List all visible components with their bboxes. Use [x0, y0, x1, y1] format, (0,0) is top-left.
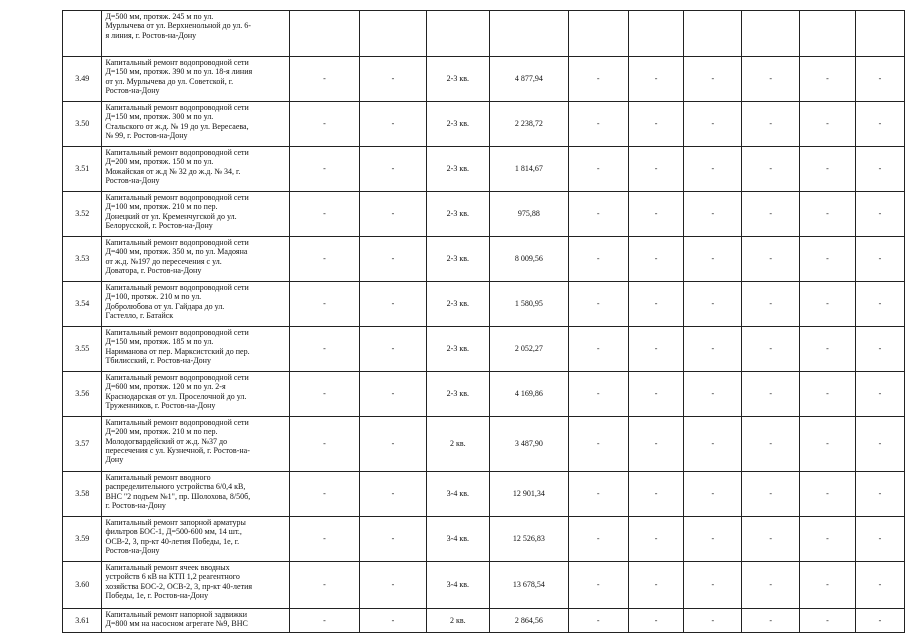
amount-cell: 1 814,67: [489, 147, 568, 192]
value-cell: -: [800, 562, 856, 609]
value-cell: -: [742, 192, 800, 237]
row-number-cell: 3.55: [63, 327, 102, 372]
value-cell: -: [568, 562, 628, 609]
description-line: № 99, г. Ростов-на-Дону: [105, 130, 188, 140]
value-cell: [628, 11, 684, 57]
description-line: Стальского от ж.д. № 19 до ул. Вересаева,: [105, 121, 249, 131]
value-cell: -: [360, 609, 427, 633]
description-line: Труженников, г. Ростов-на-Дону: [105, 400, 216, 410]
value-cell: -: [855, 562, 904, 609]
description-line: Д=100, протяж. 210 м по ул.: [105, 292, 202, 302]
value-cell: -: [289, 609, 360, 633]
value-cell: -: [742, 609, 800, 633]
description-line: Молодогвардейский от ж.д. №37 до: [105, 436, 228, 446]
value-cell: -: [289, 102, 360, 147]
description-line: Можайская от ж.д № 32 до ж.д. № 34, г.: [105, 166, 241, 176]
value-cell: -: [800, 237, 856, 282]
value-cell: -: [628, 57, 684, 102]
value-cell: [360, 11, 427, 57]
value-cell: -: [855, 517, 904, 562]
description-line: Капитальный ремонт водопроводной сети: [105, 328, 249, 337]
value-cell: -: [855, 237, 904, 282]
value-cell: -: [742, 517, 800, 562]
value-cell: -: [568, 282, 628, 327]
value-cell: -: [800, 102, 856, 147]
table-row: [63, 609, 905, 633]
value-cell: -: [289, 192, 360, 237]
description-line: Д=100 мм, протяж. 210 м по пер.: [105, 202, 218, 212]
row-number-cell: [63, 11, 102, 57]
description-line: Краснодарская от ул. Проселочной до ул.: [105, 391, 247, 401]
row-number-cell: 3.59: [63, 517, 102, 562]
value-cell: -: [800, 57, 856, 102]
row-number-cell: 3.61: [63, 609, 102, 633]
period-cell: 2-3 кв.: [426, 282, 489, 327]
value-cell: [289, 11, 360, 57]
value-cell: -: [855, 192, 904, 237]
description-line: Донецкий от ул. Кременчугской до ул.: [105, 211, 237, 221]
value-cell: -: [289, 562, 360, 609]
description-line: г. Ростов-на-Дону: [105, 500, 166, 510]
value-cell: -: [800, 517, 856, 562]
value-cell: -: [800, 147, 856, 192]
description-cell: [102, 372, 289, 417]
row-number-cell: 3.56: [63, 372, 102, 417]
description-line: Гастелло, г. Батайск: [105, 310, 174, 320]
value-cell: -: [742, 327, 800, 372]
amount-cell: 3 487,90: [489, 417, 568, 472]
description-line: ВНС "2 подъем №1", пр. Шолохова, 8/50б,: [105, 491, 251, 501]
row-number-cell: 3.50: [63, 102, 102, 147]
value-cell: -: [684, 609, 742, 633]
value-cell: -: [855, 609, 904, 633]
value-cell: -: [628, 282, 684, 327]
description-cell: [102, 609, 289, 633]
value-cell: -: [568, 237, 628, 282]
value-cell: -: [628, 192, 684, 237]
row-number-cell: 3.58: [63, 472, 102, 517]
table-row: [63, 147, 905, 192]
value-cell: -: [800, 327, 856, 372]
value-cell: -: [568, 57, 628, 102]
value-cell: -: [684, 147, 742, 192]
row-number-cell: 3.53: [63, 237, 102, 282]
value-cell: -: [742, 57, 800, 102]
description-line: Ростов-на-Дону: [105, 175, 160, 185]
amount-cell: 975,88: [489, 192, 568, 237]
amount-cell: 2 864,56: [489, 609, 568, 633]
value-cell: -: [360, 57, 427, 102]
table-row: [63, 57, 905, 102]
value-cell: -: [628, 237, 684, 282]
value-cell: -: [568, 609, 628, 633]
value-cell: -: [289, 472, 360, 517]
value-cell: -: [360, 517, 427, 562]
description-line: от ж.д. №197 до пересечения с ул.: [105, 256, 222, 266]
value-cell: -: [855, 57, 904, 102]
description-line: Добролюбова от ул. Гайдара до ул.: [105, 301, 225, 311]
value-cell: -: [289, 517, 360, 562]
value-cell: -: [684, 562, 742, 609]
description-line: Нариманова от пер. Марксистский до пер.: [105, 346, 250, 356]
value-cell: -: [568, 147, 628, 192]
description-line: Капитальный ремонт водопроводной сети: [105, 103, 249, 112]
value-cell: -: [628, 609, 684, 633]
description-line: Капитальный ремонт водопроводной сети: [105, 238, 249, 247]
description-line: Капитальный ремонт водопроводной сети: [105, 58, 249, 67]
value-cell: -: [360, 147, 427, 192]
description-line: Победы, 1е, г. Ростов-на-Дону: [105, 590, 209, 600]
description-line: Капитальный ремонт водопроводной сети: [105, 418, 249, 427]
value-cell: -: [568, 517, 628, 562]
table-row: [63, 192, 905, 237]
value-cell: -: [360, 237, 427, 282]
value-cell: -: [742, 472, 800, 517]
period-cell: 2-3 кв.: [426, 147, 489, 192]
value-cell: -: [628, 372, 684, 417]
description-line: ОСВ-2, 3, пр-кт 40-летия Победы, 1е, г.: [105, 536, 240, 546]
table-row: [63, 102, 905, 147]
value-cell: -: [800, 609, 856, 633]
description-line: Ростов-на-Дону: [105, 85, 160, 95]
description-line: Д=600 мм, протяж. 120 м по ул. 2-я: [105, 382, 226, 392]
row-number-cell: 3.57: [63, 417, 102, 472]
period-cell: 2 кв.: [426, 417, 489, 472]
table-body: [63, 11, 905, 633]
value-cell: -: [742, 237, 800, 282]
description-cell: [102, 102, 289, 147]
amount-cell: 13 678,54: [489, 562, 568, 609]
description-cell: [102, 562, 289, 609]
value-cell: -: [360, 472, 427, 517]
description-line: Капитальный ремонт вводного: [105, 473, 211, 482]
description-line: от ул. Мурлычева до ул. Советской, г.: [105, 76, 234, 86]
description-cell: [102, 11, 289, 57]
table-row: [63, 372, 905, 417]
description-line: Д=200 мм, протяж. 150 м по ул.: [105, 157, 214, 167]
value-cell: [684, 11, 742, 57]
amount-cell: 2 238,72: [489, 102, 568, 147]
value-cell: -: [800, 372, 856, 417]
value-cell: -: [568, 372, 628, 417]
period-cell: 2-3 кв.: [426, 102, 489, 147]
table-row: [63, 417, 905, 472]
value-cell: -: [742, 147, 800, 192]
value-cell: -: [360, 192, 427, 237]
row-number-cell: 3.49: [63, 57, 102, 102]
table-row: [63, 517, 905, 562]
value-cell: -: [360, 562, 427, 609]
table-row: [63, 237, 905, 282]
value-cell: -: [684, 327, 742, 372]
value-cell: -: [289, 237, 360, 282]
amount-cell: 4 877,94: [489, 57, 568, 102]
value-cell: -: [742, 562, 800, 609]
period-cell: 3-4 кв.: [426, 517, 489, 562]
value-cell: -: [289, 372, 360, 417]
row-number-cell: 3.51: [63, 147, 102, 192]
value-cell: -: [289, 327, 360, 372]
description-line: Д=500 мм, протяж. 245 м по ул.: [105, 12, 214, 21]
value-cell: -: [568, 472, 628, 517]
value-cell: -: [289, 57, 360, 102]
period-cell: 2-3 кв.: [426, 327, 489, 372]
description-line: распределительного устройства 6/0,4 кВ,: [105, 482, 246, 492]
value-cell: -: [684, 282, 742, 327]
description-line: устройств 6 кВ на КТП 1,2 реагентного: [105, 572, 240, 582]
value-cell: [742, 11, 800, 57]
period-cell: 2-3 кв.: [426, 372, 489, 417]
description-line: Д=150 мм, протяж. 390 м по ул. 18-я линия: [105, 67, 253, 77]
description-line: Капитальный ремонт водопроводной сети: [105, 193, 249, 202]
table-row: [63, 11, 905, 57]
description-line: Капитальный ремонт ячеек вводных: [105, 563, 230, 572]
value-cell: -: [800, 282, 856, 327]
table-row: [63, 327, 905, 372]
description-cell: [102, 517, 289, 562]
description-line: Дону: [105, 455, 124, 465]
description-line: Д=150 мм, протяж. 300 м по ул.: [105, 112, 214, 122]
value-cell: -: [855, 282, 904, 327]
value-cell: -: [628, 417, 684, 472]
value-cell: -: [289, 282, 360, 327]
value-cell: [855, 11, 904, 57]
period-cell: 3-4 кв.: [426, 472, 489, 517]
period-cell: 2 кв.: [426, 609, 489, 633]
amount-cell: 1 580,95: [489, 282, 568, 327]
value-cell: -: [628, 472, 684, 517]
value-cell: -: [628, 517, 684, 562]
description-cell: [102, 327, 289, 372]
value-cell: -: [360, 102, 427, 147]
amount-cell: 2 052,27: [489, 327, 568, 372]
value-cell: -: [684, 57, 742, 102]
value-cell: -: [360, 417, 427, 472]
description-line: Капитальный ремонт запорной арматуры: [105, 518, 246, 527]
row-number-cell: 3.54: [63, 282, 102, 327]
value-cell: -: [628, 147, 684, 192]
description-cell: [102, 417, 289, 472]
description-cell: [102, 57, 289, 102]
description-line: Д=800 мм на насосном агрегате №9, ВНС: [105, 619, 248, 629]
description-line: Белорусской, г. Ростов-на-Дону: [105, 220, 213, 230]
value-cell: -: [289, 147, 360, 192]
description-line: Д=400 мм, протяж. 350 м, по ул. Мадояна: [105, 247, 248, 257]
value-cell: -: [800, 472, 856, 517]
description-line: Доватора, г. Ростов-на-Дону: [105, 265, 202, 275]
value-cell: -: [742, 372, 800, 417]
value-cell: -: [684, 102, 742, 147]
value-cell: -: [800, 192, 856, 237]
description-cell: [102, 192, 289, 237]
value-cell: -: [855, 327, 904, 372]
value-cell: -: [855, 472, 904, 517]
description-line: я линия, г. Ростов-на-Дону: [105, 30, 197, 40]
description-line: Д=200 мм, протяж. 210 м по пер.: [105, 427, 218, 437]
value-cell: -: [855, 102, 904, 147]
table-row: [63, 562, 905, 609]
description-line: Капитальный ремонт водопроводной сети: [105, 148, 249, 157]
description-cell: [102, 237, 289, 282]
value-cell: -: [800, 417, 856, 472]
row-number-cell: 3.52: [63, 192, 102, 237]
table-row: [63, 282, 905, 327]
period-cell: 2-3 кв.: [426, 237, 489, 282]
value-cell: -: [742, 102, 800, 147]
description-line: Капитальный ремонт водопроводной сети: [105, 373, 249, 382]
value-cell: -: [628, 102, 684, 147]
description-line: Тбилисский, г. Ростов-на-Дону: [105, 355, 211, 365]
value-cell: -: [568, 102, 628, 147]
value-cell: -: [568, 327, 628, 372]
description-line: Капитальный ремонт водопроводной сети: [105, 283, 249, 292]
amount-cell: 12 901,34: [489, 472, 568, 517]
value-cell: -: [742, 282, 800, 327]
value-cell: -: [684, 192, 742, 237]
period-cell: [426, 11, 489, 57]
value-cell: -: [684, 472, 742, 517]
description-line: Мурлычева от ул. Верхненольной до ул. 6-: [105, 21, 251, 31]
description-line: Капитальный ремонт напорной задвижки: [105, 610, 247, 619]
amount-cell: 4 169,86: [489, 372, 568, 417]
value-cell: -: [855, 372, 904, 417]
value-cell: -: [289, 417, 360, 472]
description-line: хозяйства БОС-2, ОСВ-2, 3, пр-кт 40-летия: [105, 581, 253, 591]
value-cell: -: [684, 517, 742, 562]
value-cell: -: [568, 417, 628, 472]
value-cell: -: [742, 417, 800, 472]
value-cell: -: [628, 327, 684, 372]
amount-cell: 8 009,56: [489, 237, 568, 282]
description-cell: [102, 147, 289, 192]
value-cell: -: [568, 192, 628, 237]
period-cell: 2-3 кв.: [426, 57, 489, 102]
period-cell: 2-3 кв.: [426, 192, 489, 237]
value-cell: -: [360, 327, 427, 372]
description-cell: [102, 472, 289, 517]
value-cell: [800, 11, 856, 57]
description-line: фильтров БОС-1, Д=500-600 мм, 14 шт.,: [105, 527, 242, 537]
value-cell: -: [628, 562, 684, 609]
description-line: Д=150 мм, протяж. 185 м по ул.: [105, 337, 214, 347]
period-cell: 3-4 кв.: [426, 562, 489, 609]
value-cell: -: [360, 372, 427, 417]
description-line: Ростов-на-Дону: [105, 545, 160, 555]
value-cell: [568, 11, 628, 57]
amount-cell: [489, 11, 568, 57]
value-cell: -: [855, 417, 904, 472]
value-cell: -: [684, 417, 742, 472]
row-number-cell: 3.60: [63, 562, 102, 609]
description-cell: [102, 282, 289, 327]
value-cell: -: [360, 282, 427, 327]
value-cell: -: [855, 147, 904, 192]
value-cell: -: [684, 237, 742, 282]
amount-cell: 12 526,83: [489, 517, 568, 562]
table-row: [63, 472, 905, 517]
capital-repair-table: [62, 10, 905, 633]
description-line: пересечения с ул. Кузнечной, г. Ростов-на-: [105, 445, 250, 455]
value-cell: -: [684, 372, 742, 417]
